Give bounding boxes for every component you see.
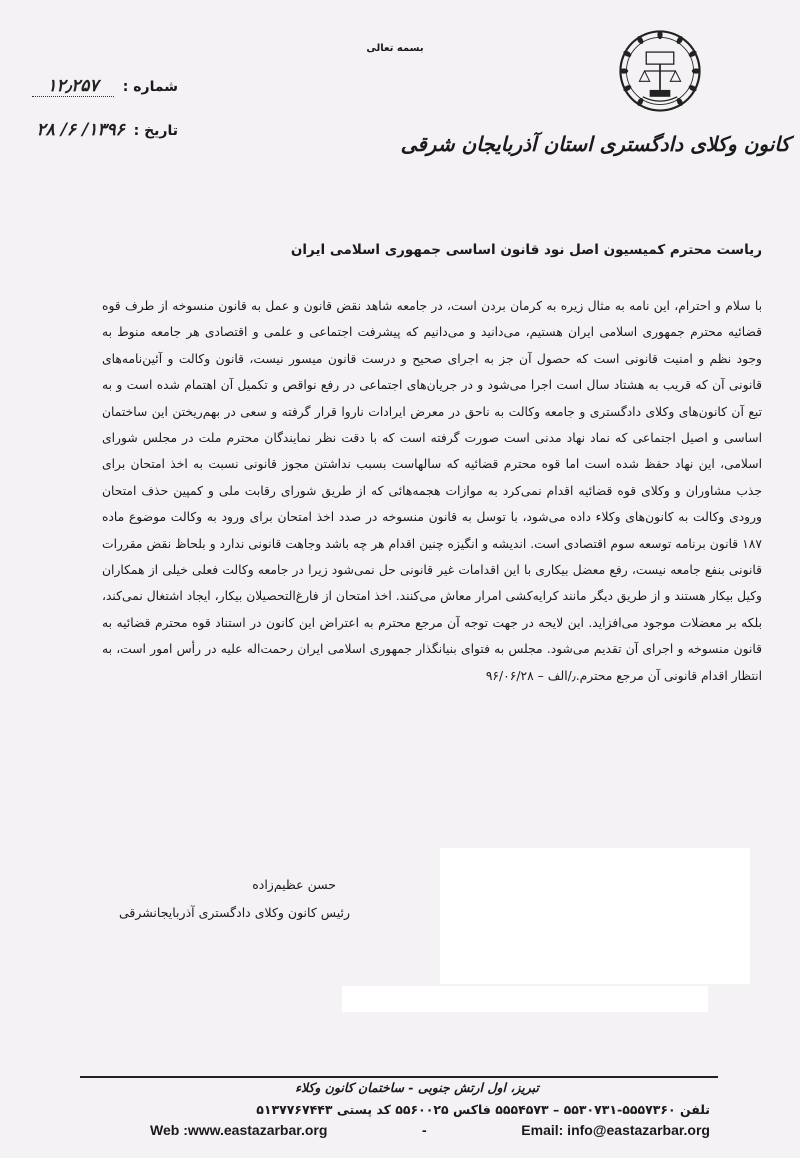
footer-separator: - [422,1122,427,1138]
footer-website: Web :www.eastazarbar.org [150,1122,328,1138]
redacted-area [440,848,750,984]
footer-email: Email: info@eastazarbar.org [521,1122,710,1138]
signatory-name: حسن عظیم‌زاده [252,877,336,892]
number-label: شماره : [122,79,178,95]
bismillah: بسمه تعالی [366,43,424,54]
bar-association-emblem-icon [617,28,703,114]
footer-divider [80,1076,718,1078]
footer-web-email [150,1122,710,1138]
redacted-area [342,986,708,1012]
organization-title: کانون وکلای دادگستری استان آذربایجان شرقی [400,132,790,156]
footer-phones: تلفن ۵۵۵۷۳۶۰-۵۵۳۰۷۳۱ – ۵۵۵۴۵۷۳ فاکس ۵۵۶۰۰۲۵ کد پستی ۵۱۳۷۷۶۷۴۴۳ [256,1102,710,1117]
date-value: ۱۳۹۶/ ۶/ ۲۸ [36,120,125,140]
signatory-title: رئیس کانون وکلای دادگستری آذربایجانشرقی [118,905,350,920]
recipient-line: ریاست محترم کمیسیون اصل نود قانون اساسی جمهوری اسلامی ایران [290,242,762,258]
letter-number [28,76,178,97]
footer-address: تبریز، اول ارتش جنوبی - ساختمان کانون وکلاء [295,1080,539,1095]
letter-body: با سلام و احترام، این نامه به مثال زیره به کرمان بردن است، در جامعه شاهد نقض قانون و عمل به قانون منسوخه از طرف قوه قضائیه محترم جمهوری اسلامی ایران هستیم، می‌دانید و می‌دانیم که پیشرفت اجتماعی و علمی و اقتصادی هر جامعه منوط به وجود نظم و امنیت قانونی است که حصول آن جز به اجرای صحیح و درست قانون میسور نیست، قانون وکالت و آئین‌نامه‌های قانونی آن که قریب به هشتاد سال است اجرا می‌شود و در جریان‌های اجتماعی در رفع نواقص و تکمیل آن اهتمام شده است و به تبع آن کانون‌های وکلای دادگستری و جامعه وکالت به ناحق در معرض ایرادات ناروا قرار گرفته و سعی در بهم‌ریختن این ساختمان اساسی و اصیل اجتماعی که نماد نهاد مدنی است صورت گرفته است که با دقت نظر نمایندگان محترم ملت در مجلس شورای اسلامی، این نهاد حفظ شده است اما قوه محترم قضائیه که سالهاست بسبب نداشتن مجوز قانونی نسبت به اخذ امتحان برای جذب مشاوران و وکلای قوه قضائیه اقدام نمی‌کرد به موازات هجمه‌هائی که از طریق شورای رقابت ملی و کمپین حذف امتحان ورودی وکالت به کانون‌های وکلاء داده می‌شود، با توسل به قانون منسوخه در صدد اخذ امتحان برای ورود به وکالت موضوع ماده ۱۸۷ قانون برنامه توسعه سوم اقتصادی است. اندیشه و انگیزه چنین اقدام هر چه باشد وجاهت قانونی ندارد و بلحاظ نقض مقررات قانونی بنفع جامعه نیست، رفع معضل بیکاری با این اقدامات غیر قانونی حل نمی‌شود زیرا در جامعه وکالت فعلی خیلی از همکاران وکیل بیکار هستند و از طریق دیگر مانند کرایه‌کشی امرار معاش می‌کنند. اخذ امتحان از فارغ‌التحصیلان بیکار، ایجاد اشتغال نمی‌کند، بلکه بر معضلات موجود می‌افزاید. این لایحه در جهت توجه آن مرجع محترم به اعتراض این کانون در استناد قوه محترم قضائیه به قانون منسوخه و اجرای آن تقدیم می‌شود. مجلس به فتوای بنیانگذار جمهوری اسلامی ایران رحمت‌اله علیه در رأس امور است، به انتظار اقدام قانونی آن مرجع محترم.٫/الف – ۹۶/۰۶/۲۸ [102,299,762,683]
date-label: تاریخ : [133,123,178,139]
letter-date [28,120,178,140]
number-value: ۱۲٫۲۵۷ [32,76,114,97]
